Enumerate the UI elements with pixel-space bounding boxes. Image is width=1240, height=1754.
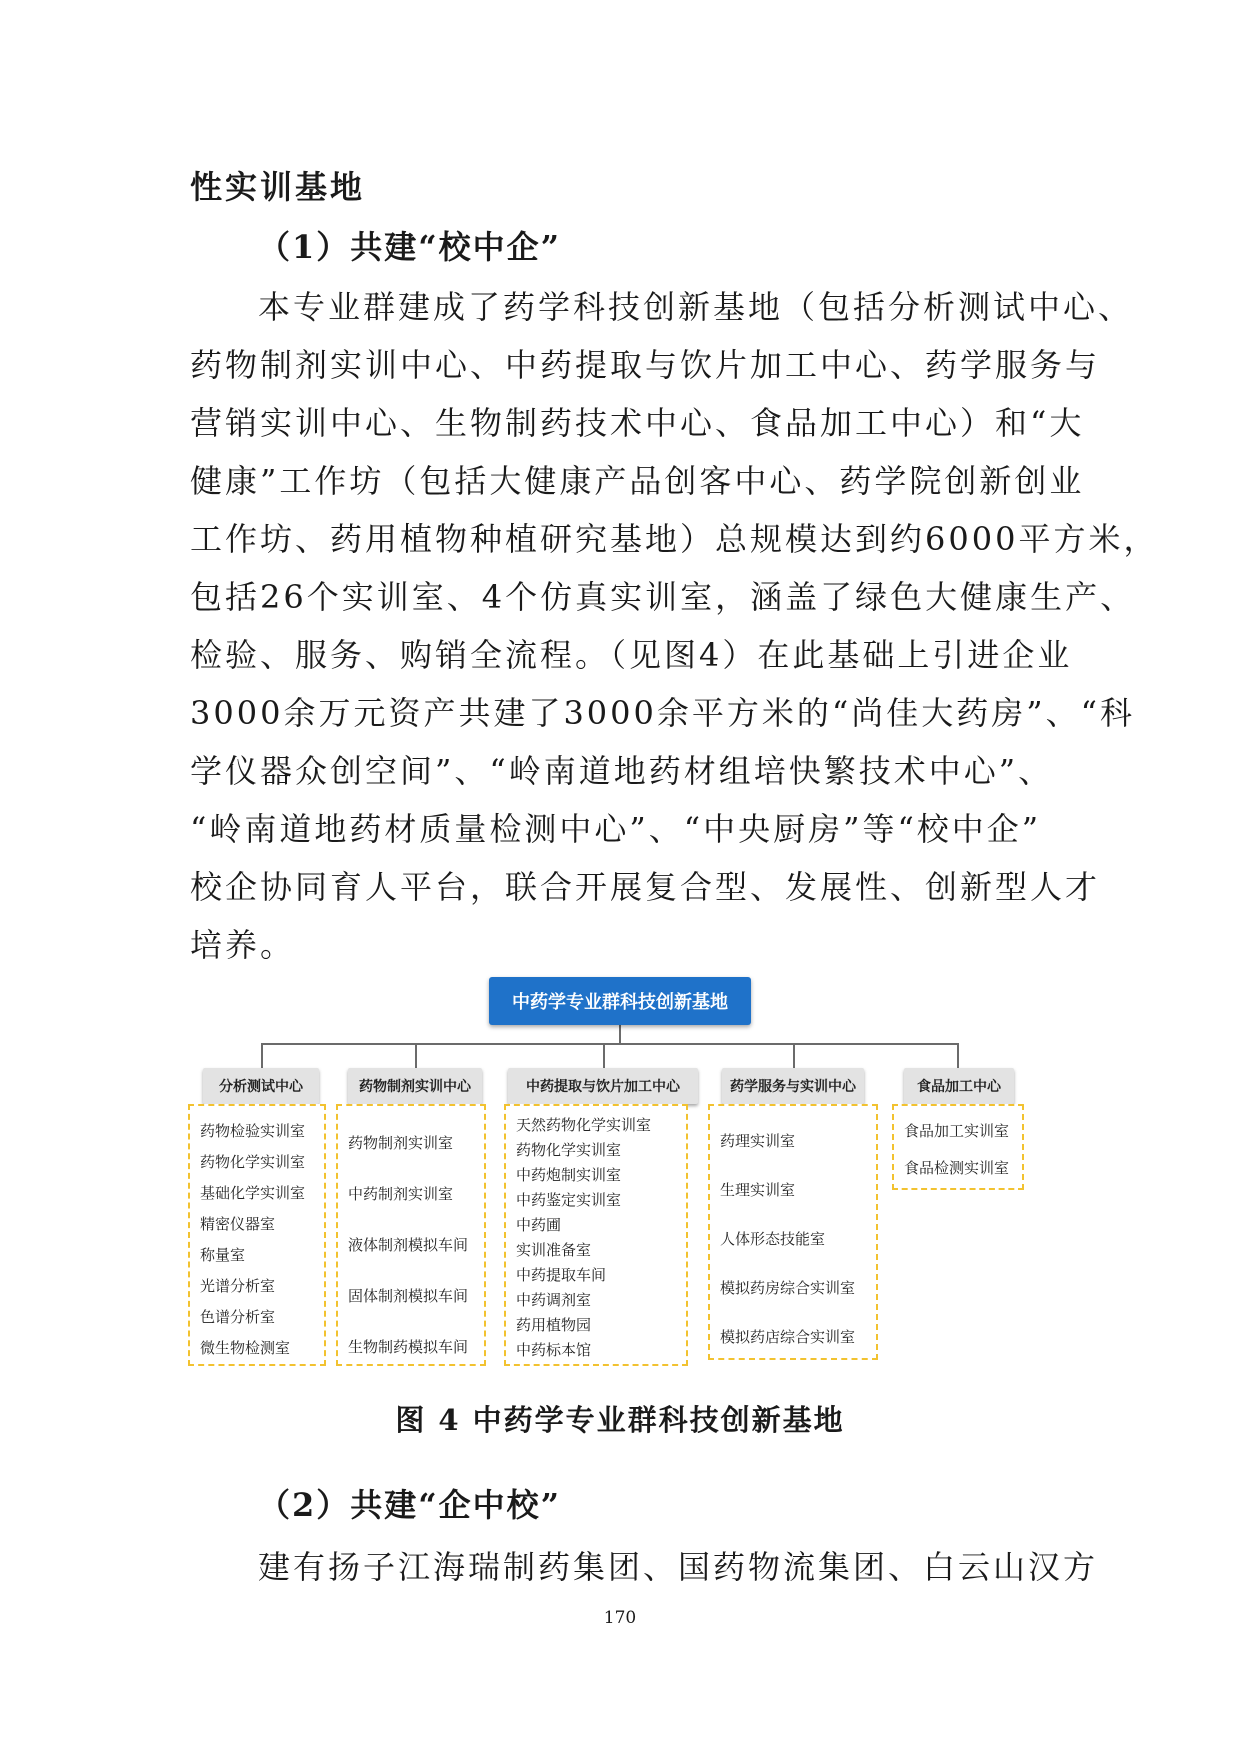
room-item: 微生物检测室 [200, 1339, 291, 1357]
room-item: 天然药物化学实训室 [516, 1116, 652, 1134]
room-item: 中药调剂室 [516, 1291, 592, 1309]
page-number: 170 [603, 1608, 637, 1628]
section1-title: （1）共建“校中企” [258, 228, 562, 266]
section1-paragraph [190, 278, 1159, 974]
room-item: 中药提取车间 [516, 1266, 607, 1284]
room-item: 固体制剂模拟车间 [348, 1287, 469, 1305]
room-list [504, 1104, 688, 1366]
paragraph-line: 健康”工作坊（包括大健康产品创客中心、药学院创新创业 [190, 462, 1085, 500]
paragraph-line: 药物制剂实训中心、中药提取与饮片加工中心、药学服务与 [190, 346, 1101, 384]
room-item: 药物化学实训室 [516, 1141, 622, 1159]
room-item: 药用植物园 [516, 1316, 592, 1334]
room-item: 液体制剂模拟车间 [348, 1236, 469, 1254]
section2-paragraph [190, 1538, 1099, 1596]
paragraph-line: 包括26个实训室、4个仿真实训室，涵盖了绿色大健康生产、 [190, 578, 1136, 616]
room-item: 中药炮制实训室 [516, 1166, 622, 1184]
paragraph-line: 本专业群建成了药学科技创新基地（包括分析测试中心、 [258, 288, 1134, 326]
heading-continuation: 性实训基地 [190, 168, 366, 206]
room-item: 中药制剂实训室 [348, 1185, 454, 1203]
paragraph-line: 3000余万元资产共建了3000余平方米的“尚佳大药房”、“科 [190, 694, 1135, 732]
horizontal-connector [261, 1043, 959, 1045]
paragraph-line: 检验、服务、购销全流程。（见图4）在此基础上引进企业 [190, 636, 1073, 674]
room-list [708, 1104, 878, 1360]
room-item: 药物检验实训室 [200, 1122, 306, 1140]
figure-caption: 图 4 中药学专业群科技创新基地 [395, 1403, 845, 1437]
branch-connector [415, 1043, 417, 1068]
room-item: 药物制剂实训室 [348, 1134, 454, 1152]
center-header: 药学服务与实训中心 [722, 1068, 864, 1104]
room-item: 食品检测实训室 [904, 1159, 1010, 1177]
room-item: 中药圃 [516, 1216, 562, 1234]
room-item: 模拟药房综合实训室 [720, 1279, 856, 1297]
room-item: 精密仪器室 [200, 1215, 276, 1233]
room-item: 模拟药店综合实训室 [720, 1328, 856, 1346]
center-header: 食品加工中心 [904, 1068, 1014, 1104]
room-list [188, 1104, 326, 1366]
diagram-root: 中药学专业群科技创新基地 [489, 977, 751, 1025]
room-item: 药理实训室 [720, 1132, 796, 1150]
room-item: 人体形态技能室 [720, 1230, 826, 1248]
room-list [892, 1104, 1024, 1190]
paragraph-line: 学仪器众创空间”、“岭南道地药材组培快繁技术中心”、 [190, 752, 1054, 790]
paragraph-line: 营销实训中心、生物制药技术中心、食品加工中心）和“大 [190, 404, 1085, 442]
room-item: 中药鉴定实训室 [516, 1191, 622, 1209]
room-item: 生物制药模拟车间 [348, 1338, 469, 1356]
room-item: 实训准备室 [516, 1241, 592, 1259]
branch-connector [793, 1043, 795, 1068]
paragraph-line: 校企协同育人平台，联合开展复合型、发展性、创新型人才 [190, 868, 1101, 906]
center-header: 分析测试中心 [203, 1068, 319, 1104]
room-item: 生理实训室 [720, 1181, 796, 1199]
paragraph-line: “岭南道地药材质量检测中心”、“中央厨房”等“校中企” [190, 810, 1042, 848]
root-connector [619, 1025, 621, 1043]
center-header: 药物制剂实训中心 [348, 1068, 482, 1104]
room-item: 色谱分析室 [200, 1308, 276, 1326]
paragraph-line: 培养。 [190, 926, 296, 964]
branch-connector [261, 1043, 263, 1068]
room-item: 称量室 [200, 1246, 246, 1264]
room-item: 药物化学实训室 [200, 1153, 306, 1171]
room-list [336, 1104, 486, 1366]
paragraph-line: 建有扬子江海瑞制药集团、国药物流集团、白云山汉方 [258, 1548, 1099, 1586]
branch-connector [603, 1043, 605, 1068]
room-item: 食品加工实训室 [904, 1122, 1010, 1140]
room-item: 光谱分析室 [200, 1277, 276, 1295]
paragraph-line: 工作坊、药用植物种植研究基地）总规模达到约6000平方米， [190, 520, 1159, 558]
section2-title: （2）共建“企中校” [258, 1486, 562, 1524]
branch-connector [957, 1043, 959, 1068]
center-header: 中药提取与饮片加工中心 [508, 1068, 698, 1104]
room-item: 中药标本馆 [516, 1341, 592, 1359]
room-item: 基础化学实训室 [200, 1184, 306, 1202]
